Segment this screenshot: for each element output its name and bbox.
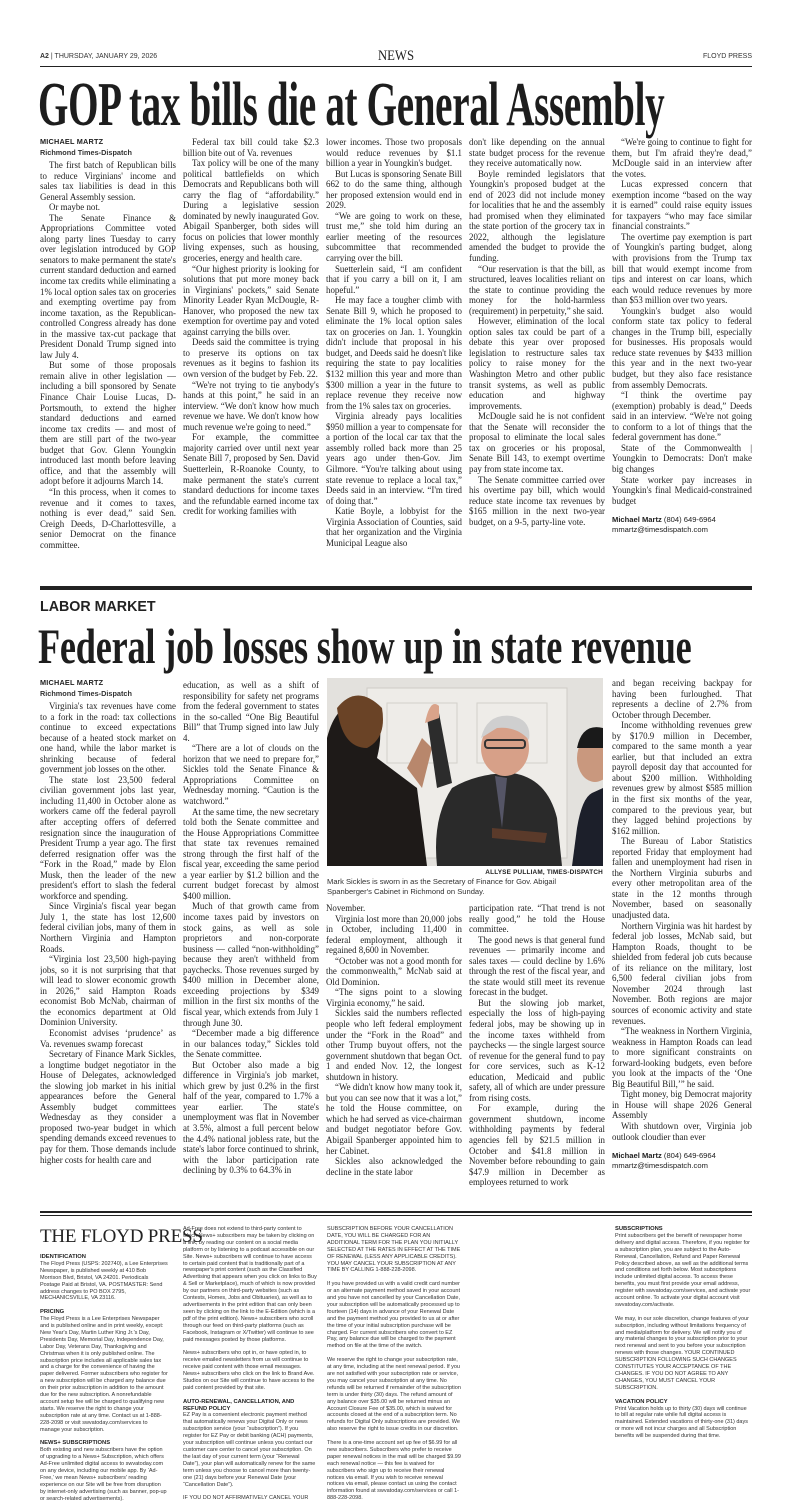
paragraph: lower incomes. Those two proposals would reduce revenues by $1.1 billion a year in Youngkin's budget.	[326, 137, 462, 169]
article-column	[469, 903, 605, 1208]
paragraph-list	[183, 680, 319, 1176]
paragraph: Boyle reminded legislators that Youngkin's proposed budget at the end of 2023 did not include money for localities that he and the assembly had promised when they eliminated the state portion of the grocery tax in 2022, although the legislature amended the budget to provide the funding.	[469, 168, 605, 264]
paragraph: “Virginia lost 23,500 high-paying jobs, so it is not surprising that that will lead to slower economic growth in 2026,” said Hampton Roads economist Bob McNab, chairman of the economics department at Old Dominion University.	[40, 954, 176, 1028]
footer-heading: SUBSCRIPTIONS	[615, 1226, 663, 1232]
article-headline: GOP tax bills die at General Assembly	[38, 71, 665, 139]
paragraph: Secretary of Finance Mark Sickles, a longtime budget negotiator in the House of Delegates, acknowledged the slowing job market in his initial appearances before the General Assembly budget committees Wednesday as they consider a proposed two-year budget in which spending demands exceed revenues to pay for them. Those demands include higher costs for health care and	[40, 1049, 176, 1165]
byline-author: MICHAEL MARTZ	[40, 678, 104, 687]
page-folio: A2 | THURSDAY, JANUARY 29, 2026 NEWS FLOYD PRESS	[40, 50, 752, 67]
section-divider	[40, 586, 752, 590]
paragraph-list	[612, 137, 752, 506]
footer-text: Ad-Free does not extend to third-party content to which News+ subscribers may be taken by clicking on a link, by reading our content on a social media platform or by listening to a podcast accessible on our Site. News+ subscribers will continue to have access to certain paid content that is traditionally part of a newspaper's print content (such as the Classified Advertising that appears when you click on links to Buy & Sell or Marketplace), much of which is now provided by our partners on third-party websites (such as Contests, Homes, Jobs and Obituaries), as well as to advertisements in the print edition that can only been seen by clicking on the link to the E-Edition (which is a pdf of the print edition). News+ subscribers who scroll through our feed on third-party platforms (such as Facebook, Instagram or X/Twitter) will continue to see paid messages posted by those platforms.	[183, 1226, 317, 1343]
author-email[interactable]: mmartz@timesdispatch.com	[612, 1161, 708, 1171]
article-column	[40, 678, 176, 1203]
paragraph: For example, the committee majority carried over until next year Senate Bill 7, proposed by Sen. David Suetterlein, R-Roanoke County, to make permanent the state's current standard deductions for income taxes and the refundable earned income tax credit for working families with	[183, 432, 319, 517]
paragraph-list	[326, 903, 462, 1177]
footer-text: We reserve the right to change your subscription rate, at any time, including at the next renewal period. If you are not satisfied with your subscription rate or service, you may cancel your subscription at any time. No refunds will be returned if remainder of the subscription term is under thirty (30) days. The refund amount of any balance over $35.00 will be returned minus an Account Closure Fee of $35.00, which is waived for accounts closed at the end of a subscription term. No refunds for Digital Only subscriptions are provided. We also reserve the right to issue credits in our discretion.	[327, 1357, 461, 1433]
paragraph: Deeds said the committee is trying to preserve its options on tax revenues as it begins to fashion its own version of the budget by Feb. 22.	[183, 337, 319, 380]
paragraph: “December made a big difference in our balances today,” Sickles told the Senate committee.	[183, 1028, 319, 1060]
paragraph: “There are a lot of clouds on the horizon that we need to prepare for,” Sickles told the Senate Finance & Appropriations Committee on Wednesday morning. “Caution is the watchword.”	[183, 743, 319, 807]
paragraph: The first batch of Republican bills to reduce Virginians' income and sales tax liabilities is dead in this General Assembly session.	[40, 160, 176, 202]
paragraph: Lucas expressed concern that exemption income “based on the way it is earned” could raise equity issues for taxpayers “who may face similar financial constraints.”	[612, 179, 752, 232]
paragraph: At the same time, the new secretary told both the Senate committee and the House Appropriations Committee that state tax revenues remained strong through the first half of the fiscal year, exceeding the same period a year earlier by $1.2 billion and the current budget forecast by almost $400 million.	[183, 806, 319, 901]
paragraph: But the slowing job market, especially the loss of high-paying federal jobs, may be showing up in the income taxes withheld from paychecks — the single largest source of revenue for the general fund to pay for core services, such as K-12 education, Medicaid and public safety, all of which are under pressure from rising costs.	[469, 997, 605, 1103]
paper-name: FLOYD PRESS	[702, 53, 752, 60]
article-column	[183, 137, 319, 582]
paragraph: November.	[326, 903, 366, 913]
paragraph: Northern Virginia was hit hardest by federal job losses, McNab said, but Hampton Roads, thought to be shielded from federal job cuts because of its reliance on the military, lost 6,500 federal civilian jobs from November 2024 through last November. Both regions are major sources of economic activity and state revenues.	[612, 920, 752, 1026]
footer-text: If you have provided us with a valid credit card number or an alternate payment method saved in your account and you have not cancelled by your Cancellation Date, your subscription will be automatically processed up to fourteen (14) days in advance of your Renewal Date and the payment method you provided to us at or after the time of your initial subscription purchase will be charged. For current subscribers who convert to EZ Pay, any balance due will be charged to the payment method on file at the time of the switch.	[327, 1281, 461, 1350]
paragraph-list	[612, 678, 752, 1142]
byline-author: MICHAEL MARTZ	[40, 137, 104, 146]
footer-text: SUBSCRIPTION BEFORE YOUR CANCELLATION DATE, YOU WILL BE CHARGED FOR AN ADDITIONAL TERM FOR THE PLAN YOU INITIALLY SELECTED AT THE RATES IN EFFECT AT THE TIME OF RENEWAL (LESS ANY APPLICABLE CREDITS). YOU MAY CANCEL YOUR SUBSCRIPTION AT ANY TIME BY CALLING 1-888-228-2098.	[327, 1226, 461, 1274]
paragraph: “We're not trying to tie anybody's hands at this point,” he said in an interview. “We don't know how much revenue we have. We don't know how much revenue we're going to need.”	[183, 379, 319, 432]
news-photo[interactable]	[327, 678, 603, 866]
article-column	[469, 137, 605, 582]
paragraph: Virginia already pays localities $950 million a year to compensate for a portion of the local car tax that the assembly rolled back more than 25 years ago under then-Gov. Jim Gilmore. “You're talking about using state revenue to replace a local tax,” Deeds said in an interview. “I'm tired of doing that.”	[326, 411, 462, 506]
paragraph-list	[40, 701, 176, 1165]
paragraph: Federal tax bill could take $2.3 billion bite out of Va. revenues	[183, 137, 319, 158]
paragraph: “In this process, when it comes to revenue and it comes to taxes, nothing is ever dead,” said Sen. Creigh Deeds, D-Charlottesville, a senior Democrat on the finance committee.	[40, 486, 176, 550]
article-column	[183, 680, 319, 1205]
footer-text: News+ subscribers who opt in, or have opted in, to receive emailed newsletters from us will continue to receive paid content with those email messages. News+ subscribers who click on the link to Brand Ave. Studios on our Site will continue to have access to the paid content provided by that site.	[183, 1350, 315, 1391]
footer-column	[472, 1226, 606, 1506]
byline-organization: Richmond Times-Dispatch	[40, 148, 132, 157]
paragraph: Sickles said the numbers reflected people who left federal employment under the “Fork in the Road” and other Trump buyout offers, not the government shutdown that began Oct. 1 and ended Nov. 12, the longest shutdown in history.	[326, 1008, 462, 1082]
paragraph-list	[183, 137, 319, 517]
footer-text: The Floyd Press is a Lee Enterprises Newspaper and is published online and in print weekly, except: New Year's Day, Martin Luther King Jr.'s Day, Presidents Day, Memorial Day, Independence Day, Labor Day, Veterans Day, Thanksgiving and Christmas when it is only published online. The subscription price includes all applicable sales tax and a charge for the convenience of having the paper delivered. Former subscribers who register for a new subscription will be charged any balance due on their prior subscription in addition to the amount due for the new subscription. A nonrefundable account setup fee will be charged to qualifying new starts. We reserve the right to change your subscription rate at any time. Contact us at 1-888-228-2098 or visit swvatoday.com/services to manage your subscription.	[40, 1316, 168, 1433]
paragraph: But October also made a big difference in Virginia's job market, which grew by just 0.2% in the first half of the year, compared to 1.7% a year earlier. The state's unemployment was flat in November at 3.5%, almost a full percent below the 4.4% national jobless rate, but the state's labor force continued to shrink, with the labor participation rate declining by 0.3% to 64.3% in	[183, 1059, 319, 1176]
paragraph: “We're going to continue to fight for them, but I'm afraid they're dead,” McDougle said in an interview after the votes.	[612, 137, 752, 179]
paragraph: Or maybe not.	[49, 202, 101, 213]
paragraph: Much of that growth came from income taxes paid by investors on stock gains, as well as sole proprietors and non-corporate business — called “non-withholding” because they aren't withheld from paychecks. Those revenues surged by $400 million in December alone, exceeding projections by $349 million in the first six months of the fiscal year, which extends from July 1 through June 30.	[183, 901, 319, 1028]
paragraph: The Senate committee carried over his overtime pay bill, which would reduce state income tax revenues by $165 million in the next two-year budget, on a 9-5, party-line vote.	[469, 474, 605, 527]
paragraph: He may face a tougher climb with Senate Bill 9, which he proposed to eliminate the 1% local option sales tax on groceries on Jan. 1. Youngkin didn't include that proposal in his budget, and Deeds said he doesn't like requiring the state to pay localities $132 million this year and more than $300 million a year in the future to replace revenue they receive now from the 1% sales tax on groceries.	[326, 295, 462, 411]
footer-text: There is a one-time account set up fee of $6.99 for all new subscribers. Subscribers who prefer to receive paper renewal notices in the mail will be charged $9.99 each renewal notice — this fee is waived for subscribers who sign up to receive their renewal notices via email. If you wish to receive renewal notices via email, please contact us using the contact information found at swvatoday.com/services or call 1-888-228-2098.	[327, 1440, 461, 1502]
paragraph: education, as well as a shift of responsibility for safety net programs from the federal government to states in the so-called “One Big Beautiful Bill” that Trump signed into law July 4.	[183, 680, 319, 743]
page-number: A2	[40, 53, 49, 60]
paragraph: Tax policy will be one of the many political battlefields on which Democrats and Republicans both will carry the flag of “affordability.” During a legislative session dominated by newly inaugurated Gov. Abigail Spanberger, both sides will focus on policies that lower monthly living expenses, such as housing, groceries, energy and health care.	[183, 158, 319, 264]
paragraph: “The weakness in Northern Virginia, weakness in Hampton Roads can lead to more significant constraints on forward-looking budgets, even before you look at the impacts of the ‘One Big Beautiful Bill,’” he said.	[612, 1026, 752, 1089]
paragraph: The state lost 23,500 federal civilian government jobs last year, including 11,400 in October alone as workers came off the federal payroll after accepting offers of deferred resignation since the inauguration of President Trump a year ago. The first deferred resignation offer was the “Fork in the Road,” made by Elon Musk, then the leader of the new president's effort to slash the federal workforce and spending.	[40, 774, 176, 901]
paragraph: “The signs point to a slowing Virginia economy,” he said.	[326, 987, 462, 1008]
photo-swearing-in	[327, 678, 603, 866]
paragraph: Virginia lost more than 20,000 jobs in October, including 11,400 in federal employment, although it regained 8,600 in November.	[326, 913, 462, 956]
article-column	[326, 903, 462, 1208]
paragraph: But Lucas is sponsoring Senate Bill 662 to do the same thing, although her proposed extension would end in 2029.	[326, 168, 462, 211]
masthead-logo: THE FLOYD PRESS	[40, 1226, 203, 1247]
footer-divider	[40, 1211, 752, 1216]
paragraph: However, elimination of the local option sales tax could be part of a debate this year over proposed legislation to restructure sales tax policy to raise money for the Washington Metro and other public transit systems, as well as public education and highway improvements.	[469, 316, 605, 411]
paragraph: Suetterlein said, “I am confident that if you carry a bill on it, I am hopeful.”	[326, 263, 462, 295]
footer-column	[40, 1226, 203, 1509]
paragraph: and began receiving backpay for having been furloughed. That represents a decline of 2.7% from October through December.	[612, 678, 752, 720]
paragraph: The overtime pay exemption is part of Youngkin's parting budget, along with provisions from the Trump tax bill that would exempt income from tips and interest on car loans, which each would reduce revenues by more than $53 million over two years.	[612, 231, 752, 306]
footer-heading: VACATION POLICY	[615, 1398, 668, 1405]
paragraph: “We didn't know how many took it, but you can see now that it was a lot,” he told the House committee, on which he had served as vice-chairman and budget negotiator before Gov. Abigail Spanberger appointed him to her Cabinet.	[326, 1082, 462, 1156]
footer-text: Both existing and new subscribers have the option of upgrading to a News+ Subscription, which offers Ad-Free unlimited digital access to swvatoday.com on any device, including our mobile app. By ‘Ad-Free,’ we mean News+ subscribers' reading experience on our Site will be free from disruption by internet-only advertising (such as banner, pop-up or search-related advertisements).	[40, 1447, 167, 1502]
paragraph: Since Virginia's fiscal year began July 1, the state has lost 12,600 federal civilian jobs, many of them in Northern Virginia and Hampton Roads.	[40, 901, 176, 954]
footer-column	[327, 1226, 461, 1506]
footer-column	[183, 1226, 317, 1506]
paragraph: don't like depending on the annual state budget process for the revenue they receive automatically now.	[469, 137, 605, 169]
paragraph: State of the Commonwealth | Youngkin to Democrats: Don't make big changes	[612, 442, 752, 474]
byline-organization: Richmond Times-Dispatch	[40, 689, 132, 698]
issue-date: THURSDAY, JANUARY 29, 2026	[54, 53, 158, 60]
footer-heading: AUTO-RENEWAL, CANCELLATION, AND REFUND POLICY	[183, 1398, 295, 1412]
section-name: NEWS	[377, 48, 415, 64]
paragraph: The Bureau of Labor Statistics reported Friday that employment had fallen and unemployment had risen in the Northern Virginia suburbs and every other metropolitan area of the state in the 12 months through November, based on seasonally unadjusted data.	[612, 836, 752, 921]
footer-text: IF YOU DO NOT AFFIRMATIVELY CANCEL YOUR	[183, 1495, 309, 1502]
footer-column	[615, 1226, 752, 1447]
photo-caption: Mark Sickles is sworn in as the Secretary of Finance for Gov. Abigail Spanberger's Cabinet in Richmond on Sunday.	[327, 877, 557, 896]
footer-text: Print subscribers get the benefit of newspaper home delivery and digital access. Therefore, if you register for a subscription plan, you are subject to the Auto-Renewal, Cancellation, Refund and Paper Renewal Policy described above, as well as the additional terms and conditions set forth below. Most subscriptions include unlimited digital access. To access these benefits, you must first provide your email address, register with swvatoday.com/services, and activate your account online. To activate your digital account visit swvatoday.com/activate.	[615, 1232, 751, 1308]
paragraph: With shutdown over, Virginia job outlook cloudier than ever	[612, 1120, 752, 1142]
paragraph: “We are going to work on these, trust me,” she told him during an earlier meeting of the resources subcommittee that recommended carrying over the bill.	[326, 210, 462, 264]
paragraph: Income withholding revenues grew by $170.9 million in December, compared to the same month a year earlier, but that included an extra payroll deposit day that accounted for about $200 million. Withholding revenues grew by almost $585 million in the first six months of the year, compared to the previous year, but they lagged behind projections by $162 million.	[612, 720, 752, 836]
author-signature: Michael Martz (804) 649-6964 mmartz@timesdispatch.com	[612, 1151, 716, 1171]
paragraph-list	[326, 137, 462, 548]
paragraph-list	[615, 1233, 752, 1392]
paragraph: “Our highest priority is looking for solutions that put more money back in Virginians' pockets,” said Senate Minority Leader Ryan McDougle, R-Hanover, who proposed the new tax exemption for overtime pay and voted against carrying the bills over.	[183, 263, 319, 337]
footer-heading: NEWS+ SUBSCRIPTIONS	[40, 1440, 111, 1447]
paragraph: “I think the overtime pay (exemption) probably is dead,” Deeds said in an interview. “We're not going to conform to a lot of things that the federal government has done.”	[612, 390, 752, 443]
footer-text: EZ Pay is a convenient electronic payment method that automatically renews your Digital Only or news subscription service (your “subscription”). If you register for EZ Pay or debit banking (ACH) payments, your subscription will continue unless you contact our customer care center to cancel your subscription. On the last day of your current term (your “Renewal Date”), your plan will automatically renew for the same term unless you choose to cancel more than twenty-one (21) days before your Renewal Date (your “Cancellation Date”).	[183, 1412, 316, 1488]
article-column	[326, 137, 462, 582]
paragraph: But some of those proposals remain alive in other legislation — including a bill sponsored by Senate Finance Chair Louise Lucas, D-Portsmouth, to extend the higher standard deductions and earned income tax credits — and most of them are still part of the two-year budget that Gov. Glenn Youngkin introduced last month before leaving office, and that the assembly will adopt before it adjourns March 14.	[40, 360, 176, 487]
paragraph: The good news is that general fund revenues — primarily income and sales taxes — could decline by 1.6% through the rest of the fiscal year, and the state would still meet its revenue forecast in the budget.	[469, 934, 605, 998]
section-kicker: LABOR MARKET	[40, 598, 156, 615]
footer-text: Print Vacation holds up to thirty (30) days will continue to bill at regular rate while full digital access is maintained. Extended vacations of thirty-one (31) days or more will not incur charges and all Subscription benefits will be suspended during that time.	[615, 1405, 748, 1440]
paragraph: Youngkin's budget also would conform state tax policy to federal changes in the Trump bill, especially for businesses. His proposals would reduce state revenues by $433 million this year and in the next two-year budget, but they also face resistance from assembly Democrats.	[612, 305, 752, 390]
paragraph: “October was not a good month for the commonwealth,” McNab said at Old Dominion.	[326, 955, 462, 987]
paragraph-list	[469, 137, 605, 527]
author-signature: Michael Martz (804) 649-6964 mmartz@timesdispatch.com	[612, 515, 716, 535]
article-headline: Federal job losses show up in state revenue	[38, 618, 692, 674]
paragraph: Virginia's tax revenues have come to a fork in the road: tax collections continue to exceed expectations because of a heated stock market on one hand, while the labor market is shrinking because of federal government job losses on the other.	[40, 701, 176, 775]
paragraph-list	[469, 903, 605, 1188]
paragraph: “Our reservation is that the bill, as structured, leaves localities reliant on the state to continue providing the money for the hold-harmless (requirement) in perpetuity,” she said.	[469, 263, 605, 316]
paragraph: Economist advises ‘prudence’ as Va. revenues swamp forecast	[40, 1027, 176, 1049]
footer-text: We may, in our sole discretion, change features of your subscription, including without limitations frequency of and media/platform for delivery. We will notify you of any material changes to your subscription prior to your next renewal and sent to you before your subscription renews with those changes. YOUR CONTINUED SUBSCRIPTION FOLLOWING SUCH CHANGES CONSTITUTES YOUR ACCEPTANCE OF THE CHANGES. IF YOU DO NOT AGREE TO ANY CHANGES, YOU MUST CANCEL YOUR SUBSCRIPTION.	[615, 1315, 750, 1391]
paragraph: State worker pay increases in Youngkin's final Medicaid-constrained budget	[612, 474, 752, 506]
article-column	[612, 678, 752, 1208]
photo-credit: ALLYSE PULLIAM, TIMES-DISPATCH	[485, 869, 603, 876]
footer-heading: IDENTIFICATION	[40, 1254, 86, 1260]
paragraph: For example, during the government shutdown, income withholding payments by federal agencies fell by $21.5 million in October and $41.8 million in November before rebounding to gain $47.9 million in December as employees returned to work	[469, 1103, 605, 1188]
paragraph: participation rate. “That trend is not really good,” he told the House committee.	[469, 903, 605, 935]
footer-heading: PRICING	[40, 1309, 65, 1316]
paragraph: Tight money, big Democrat majority in House will shape 2026 General Assembly	[612, 1089, 752, 1121]
paragraph-list	[40, 160, 176, 550]
footer-text: The Floyd Press (USPS: 202740), a Lee Enterprises Newspaper, is published weekly at 410 Bob Morrison Blvd, Bristol, VA 24201. Periodicals Postage Paid at Bristol, VA. POSTMASTER: Send address changes to PO BOX 2795, MECHANICSVILLE, VA 23116.	[40, 1260, 168, 1302]
paragraph: Katie Boyle, a lobbyist for the Virginia Association of Counties, said that her organization and the Virginia Municipal League also	[326, 506, 462, 548]
article-column	[40, 137, 176, 582]
paragraph: McDougle said he is not confident that the Senate will reconsider the proposal to eliminate the local sales tax on groceries or his proposal, Senate Bill 143, to exempt overtime pay from state income tax.	[469, 411, 605, 474]
paragraph: The Senate Finance & Appropriations Committee voted along party lines Tuesday to carry over legislation introduced by GOP senators to make permanent the state's current standard deduction and earned income tax credits while eliminating a 1% local option sales tax on groceries and exempting overtime pay from income taxation, as the Republican-controlled Congress already has done in the massive tax-cut package that President Donald Trump signed into law July 4.	[40, 212, 176, 360]
paragraph: Sickles also acknowledged the decline in the state labor	[326, 1156, 462, 1177]
author-email[interactable]: mmartz@timesdispatch.com	[612, 525, 708, 535]
article-column	[612, 137, 752, 582]
